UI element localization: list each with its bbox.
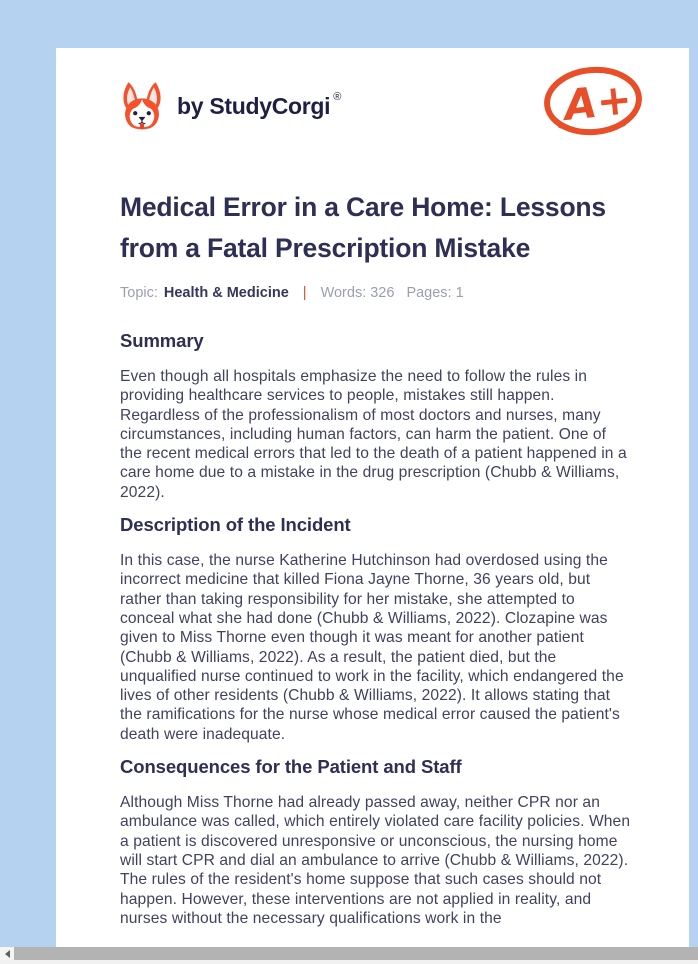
page-header [120,74,635,136]
topic-label: Topic: [120,285,158,301]
pages-count: Pages: 1 [406,285,464,301]
section-paragraph-summary: Even though all hospitals emphasize the need to follow the rules in providing healthcare services to people, mistakes still happen. Regardless of the professionalism of most doctors and nurses, many circumstances, including human factors, can harm the patient. One of the recent medical errors that led to the death of a patient happened in a care home due to a mistake in the drug prescription (Chubb & Williams, 2022). [120,368,627,501]
article-meta [120,285,632,301]
topic-link[interactable]: Health & Medicine [163,285,289,301]
a-plus-badge-icon [540,64,646,142]
logo-text: by StudyCorgi ® [177,90,342,119]
words-count: Words: 326 [320,285,395,301]
section-paragraph-consequences: Although Miss Thorne had already passed away, neither CPR nor an ambulance was called, which entirely violated care facility policies. When a patient is discovered unresponsive or unconscious, the nursing home will start CPR and dial an ambulance to arrive (Chubb & Williams, 2022). The rules of the resident's home suppose that such cases should not happen. However, these interventions are not applied in reality, and nurses without the necessary qualifications work in the [120,794,631,927]
scrollbar-thumb[interactable] [14,947,698,960]
document-card [56,48,689,964]
scroll-left-arrow-icon [5,950,10,958]
section-heading-summary: Summary [120,330,204,351]
meta-separator: | [302,285,307,301]
section-heading-consequences: Consequences for the Patient and Staff [120,756,462,778]
svg-text:A+: A+ [561,74,635,130]
section-heading-description: Description of the Incident [120,514,351,536]
registered-mark-icon: ® [333,90,342,103]
site-logo[interactable] [120,78,342,134]
page-title: Medical Error in a Care Home: Lessons from a Fatal Prescription Mistake [120,192,606,263]
horizontal-scrollbar[interactable] [0,947,698,964]
section-paragraph-description: In this case, the nurse Katherine Hutchinson had overdosed using the incorrect medicine that killed Fiona Jayne Thorne, 36 years old, but rather than taking responsibility for her mistake, she attempted to conceal what she had done (Chubb & Williams, 2022). Clozapine was given to Miss Thorne even though it was meant for another patient (Chubb & Williams, 2022). As a result, the patient died, but the unqualified nurse continued to work in the facility, which endangered the lives of other residents (Chubb & Williams, 2022). It allows stating that the ramifications for the nurse whose medical error caused the patient's death were inadequate. [120,552,624,743]
scroll-left-button[interactable] [0,947,14,960]
corgi-icon [120,78,164,134]
